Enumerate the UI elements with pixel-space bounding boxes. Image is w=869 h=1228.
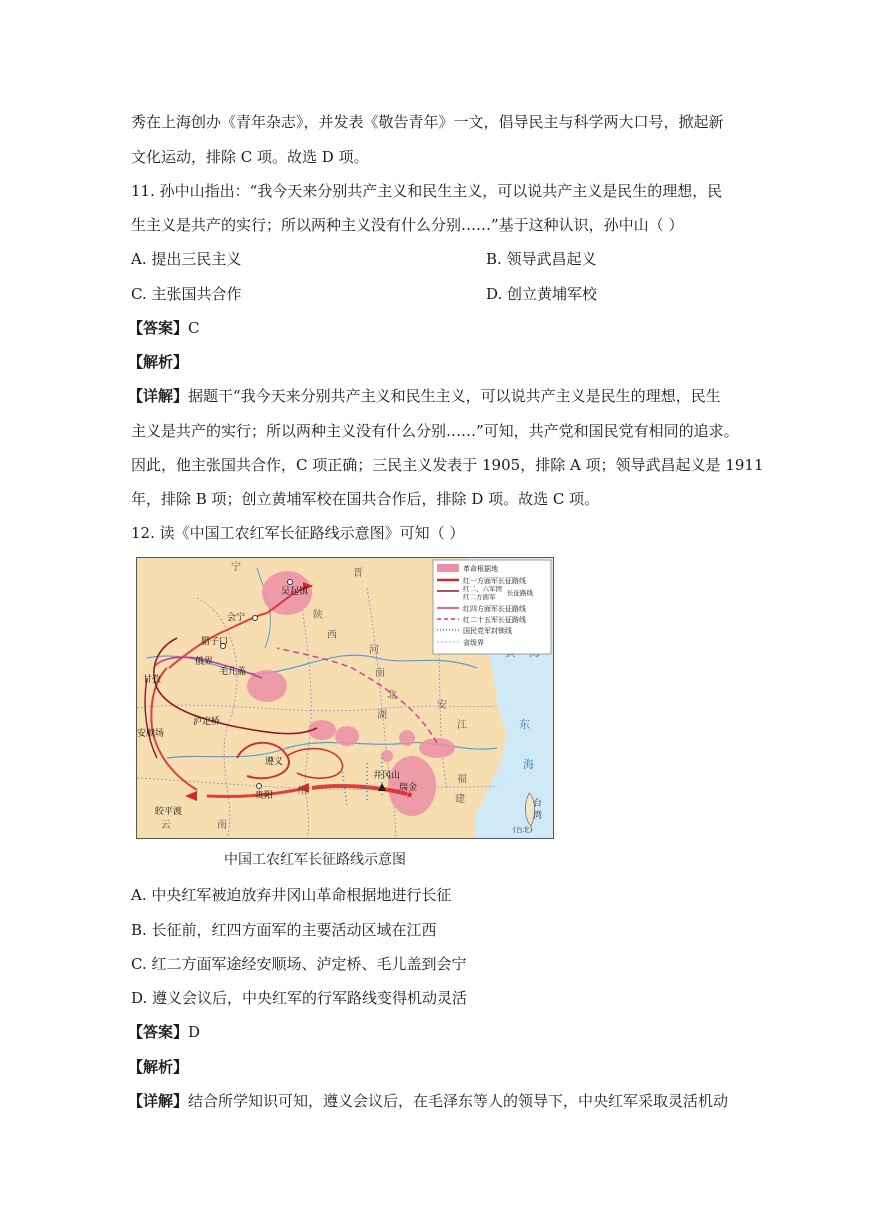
map-legend [433, 560, 551, 654]
region-jiang: 江 [457, 720, 467, 731]
prev-analysis-line-1: 秀在上海创办《青年杂志》，并发表《敬告青年》一文，倡导民主与科学两大口号，掀起新 [131, 113, 724, 131]
legend-red2-top: 红二、六军团 [463, 585, 502, 593]
region-nan2: 南 [217, 820, 227, 831]
region-xi: 西 [327, 630, 337, 641]
place-anshunchang: 安顺场 [137, 729, 165, 739]
region-jian: 建 [455, 794, 465, 805]
place-guiyang: 贵阳 [255, 791, 274, 801]
place-wuqizhen: 吴起镇 [281, 587, 309, 597]
region-he: 河 [369, 645, 379, 656]
legend-red1-label: 红一方面军长征路线 [463, 577, 526, 585]
region-hu: 湖 [377, 710, 387, 721]
legend-blockade-label: 国民党军封锁线 [463, 627, 512, 635]
detail-text: 结合所学知识可知，遵义会议后，在毛泽东等人的领导下，中央红军采取灵活机动 [188, 1092, 729, 1110]
marker-wuqizhen [288, 580, 293, 585]
detail-tag: 【详解】 [128, 387, 189, 405]
region-ning: 宁 [231, 562, 241, 573]
q12-detail-line-1 [128, 1091, 728, 1111]
q12-option-d: D. 遵义会议后，中央红军的行军路线变得机动灵活 [131, 989, 468, 1007]
q11-detail-line-2: 主义是共产的实行；所以两种主义没有什么分别……”可知，共产党和国民党有相同的追求。 [131, 422, 739, 440]
place-taibei: (台北) [513, 826, 533, 834]
base-exi [335, 726, 359, 746]
q12-answer [128, 1022, 200, 1042]
answer-tag: 【答案】 [128, 319, 189, 337]
q11-stem-line-2: 生主义是共产的实行；所以两种主义没有什么分别……”基于这种认识，孙中山（ ） [131, 216, 684, 234]
label-tai: 台 [533, 799, 543, 809]
map-caption: 中国工农红军长征路线示意图 [224, 852, 406, 868]
region-zhou: 州 [297, 786, 307, 797]
q11-detail-line-4: 年，排除 B 项；创立黄埔军校在国共合作后，排除 D 项。故选 C 项。 [131, 490, 600, 508]
q12-option-c: C. 红二方面军途经安顺场、泸定桥、毛儿盖到会宁 [131, 955, 467, 973]
place-jinggangshan: 井冈山 [373, 771, 401, 781]
q11-option-c: C. 主张国共合作 [131, 285, 242, 303]
legend-red2-bottom: 红二方面军 [463, 593, 496, 601]
region-shan: 陕 [313, 610, 323, 621]
analysis-tag: 【解析】 [128, 1058, 189, 1076]
marker-guiyang [257, 784, 262, 789]
q11-option-b: B. 领导武昌起义 [486, 250, 597, 268]
place-ejie: 俄界 [195, 657, 214, 667]
detail-text: 据题干“我今天来分别共产主义和民生主义，可以说共产主义是民生的理想，民生 [188, 387, 721, 405]
base-eyuwan [419, 738, 455, 758]
region-nan: 南 [375, 668, 385, 679]
place-jiaopingdu: 皎平渡 [155, 807, 183, 817]
q11-detail-line-1 [128, 386, 721, 406]
q11-option-d: D. 创立黄埔军校 [486, 285, 598, 303]
analysis-tag: 【解析】 [128, 353, 189, 371]
base-small-2 [381, 750, 393, 762]
legend-red25-label: 红二十五军长征路线 [463, 616, 526, 624]
answer-value: C [188, 319, 200, 337]
region-yun: 云 [161, 820, 171, 831]
place-maoergai: 毛儿盖 [219, 667, 247, 677]
base-small-1 [399, 730, 415, 746]
legend-base-label: 革命根据地 [463, 565, 498, 573]
q11-option-a: A. 提出三民主义 [131, 250, 242, 268]
legend-red2-suffix: 长征路线 [507, 589, 533, 597]
legend-border-label: 省级界 [463, 639, 484, 647]
region-bei: 北 [387, 690, 397, 701]
q11-detail-line-3: 因此，他主张国共合作，C 项正确；三民主义发表于 1905，排除 A 项；领导武昌起义是 1911 [131, 456, 764, 474]
place-lazikou: 腊子口 [201, 637, 229, 647]
long-march-map [136, 557, 554, 839]
q11-stem-line-1: 11. 孙中山指出：“我今天来分别共产主义和民生主义，可以说共产主义是民生的理想，民 [131, 182, 723, 200]
q12-stem: 12. 读《中国工农红军长征路线示意图》可知（ ） [131, 524, 465, 542]
legend-red4-label: 红四方面军长征路线 [463, 605, 526, 613]
legend-base-swatch [437, 564, 459, 572]
place-ruijin: 瑞金 [399, 783, 418, 793]
marker-huining [253, 616, 258, 621]
q12-analysis-tag [128, 1057, 188, 1077]
sea-hai2: 海 [523, 758, 534, 771]
long-march-map-svg [137, 558, 553, 838]
prev-analysis-line-2: 文化运动，排除 C 项。故选 D 项。 [131, 148, 369, 166]
region-fu: 福 [457, 774, 467, 785]
place-ludingqiao: 泸定桥 [193, 717, 221, 727]
answer-tag: 【答案】 [128, 1023, 189, 1041]
place-huining: 会宁 [227, 613, 246, 623]
place-ganzi: 甘孜 [143, 675, 162, 685]
q12-option-b: B. 长征前，红四方面军的主要活动区域在江西 [131, 921, 437, 939]
region-jin: 晋 [353, 568, 363, 579]
q11-answer [128, 318, 200, 338]
detail-tag: 【详解】 [128, 1092, 189, 1110]
label-wan: 湾 [533, 811, 543, 821]
region-an: 安 [437, 700, 447, 711]
sea-dong: 东 [519, 718, 530, 731]
place-zunyi: 遵义 [265, 757, 284, 767]
q12-option-a: A. 中央红军被迫放弃井冈山革命根据地进行长征 [131, 886, 452, 904]
answer-value: D [188, 1023, 201, 1041]
marker-ruijin-star: ★ [405, 790, 414, 801]
q11-analysis-tag [128, 352, 188, 372]
